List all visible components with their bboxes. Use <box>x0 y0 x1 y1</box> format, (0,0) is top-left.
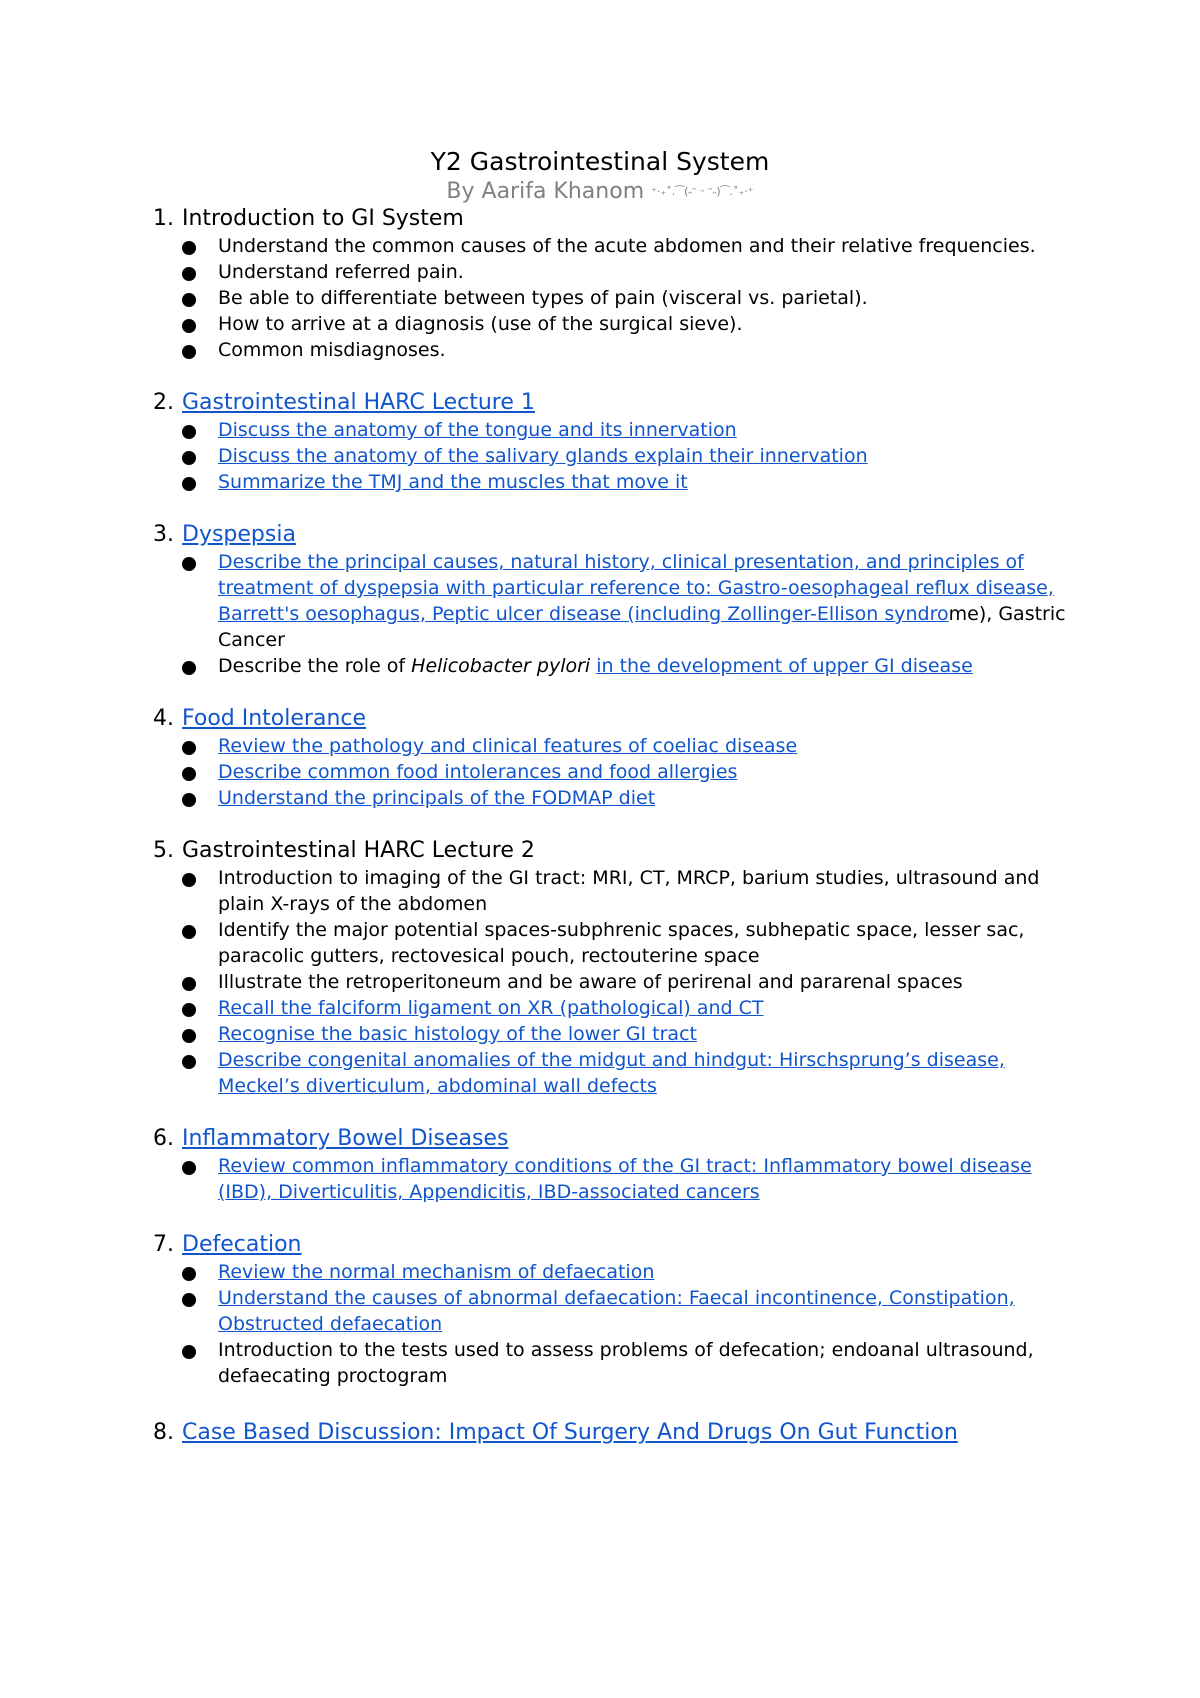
section-number: 2. <box>153 390 174 415</box>
bullet-link[interactable]: Recognise the basic histology of the lower GI tract <box>218 1023 697 1045</box>
bullet-icon <box>182 477 196 491</box>
section-heading-link[interactable]: Defecation <box>182 1232 302 1257</box>
bullet-icon <box>182 293 196 307</box>
bullet-text: Describe the role of <box>218 655 412 677</box>
section-heading-link[interactable]: Dyspepsia <box>182 522 296 547</box>
bullet-icon <box>182 767 196 781</box>
section-number: 4. <box>153 706 174 731</box>
list-item: Be able to differentiate between types of pain (visceral vs. parietal). <box>0 285 1200 311</box>
list-item: How to arrive at a diagnosis (use of the surgical sieve). <box>0 311 1200 337</box>
outline <box>0 205 1200 1447</box>
section-heading-link[interactable]: Case Based Discussion: Impact Of Surgery And Drugs On Gut Function <box>182 1420 958 1445</box>
list-item <box>0 1259 1200 1285</box>
bullet-icon <box>182 1293 196 1307</box>
bullet-link[interactable]: Review common inflammatory conditions of the GI tract: Inflammatory bowel disease (IBD), Diverticulitis, Appendicitis, IBD-associated cancers <box>218 1155 1032 1203</box>
section-6 <box>0 1125 1200 1205</box>
section-number: 7. <box>153 1232 174 1257</box>
bullet-link[interactable]: Describe congenital anomalies of the midgut and hindgut: Hirschsprung’s disease, Meckel’s diverticulum, abdominal wall defects <box>218 1049 1005 1097</box>
list-item <box>0 1047 1200 1099</box>
list-item: Introduction to imaging of the GI tract: MRI, CT, MRCP, barium studies, ultrasound and plain X-rays of the abdomen <box>0 865 1200 917</box>
list-item <box>0 549 1200 653</box>
section-number: 3. <box>153 522 174 547</box>
bullet-icon <box>182 241 196 255</box>
list-item <box>0 443 1200 469</box>
list-item: Introduction to the tests used to assess problems of defecation; endoanal ultrasound, defaecating proctogram <box>0 1337 1200 1389</box>
list-item: Identify the major potential spaces-subphrenic spaces, subhepatic space, lesser sac, paracolic gutters, rectovesical pouch, rectouterine space <box>0 917 1200 969</box>
bullet-icon <box>182 977 196 991</box>
section-heading-link[interactable]: Food Intolerance <box>182 706 367 731</box>
list-item: Understand referred pain. <box>0 259 1200 285</box>
bullet-icon <box>182 925 196 939</box>
author-byline <box>0 178 1200 206</box>
bullet-icon <box>182 425 196 439</box>
section-3 <box>0 521 1200 679</box>
page-title: Y2 Gastrointestinal System <box>430 147 770 176</box>
list-item <box>0 759 1200 785</box>
section-4 <box>0 705 1200 811</box>
list-item <box>0 1153 1200 1205</box>
section-5 <box>0 837 1200 1099</box>
section-heading-link[interactable]: Inflammatory Bowel Diseases <box>182 1126 509 1151</box>
bullet-link[interactable]: Summarize the TMJ and the muscles that move it <box>218 471 688 493</box>
section-heading: Gastrointestinal HARC Lecture 2 <box>182 838 535 863</box>
section-heading: Introduction to GI System <box>182 206 464 231</box>
bullet-icon <box>182 873 196 887</box>
list-item: Illustrate the retroperitoneum and be aware of perirenal and pararenal spaces <box>0 969 1200 995</box>
list-item: Common misdiagnoses. <box>0 337 1200 363</box>
bullet-link[interactable]: Discuss the anatomy of the tongue and its innervation <box>218 419 737 441</box>
list-item <box>0 785 1200 811</box>
bullet-icon <box>182 1055 196 1069</box>
list-item <box>0 1021 1200 1047</box>
list-item <box>0 995 1200 1021</box>
bullet-text: me), Gastric Cancer <box>218 603 1066 651</box>
bullet-icon <box>182 1345 196 1359</box>
bullet-link[interactable]: in the development of upper GI disease <box>596 655 973 677</box>
bullet-icon <box>182 451 196 465</box>
section-number: 5. <box>153 838 174 863</box>
list-item <box>0 469 1200 495</box>
section-number: 8. <box>153 1420 174 1445</box>
list-item <box>0 1285 1200 1337</box>
bullet-icon <box>182 1267 196 1281</box>
bullet-icon <box>182 741 196 755</box>
bullet-icon <box>182 1029 196 1043</box>
section-8 <box>0 1419 1200 1447</box>
author-name: By Aarifa Khanom <box>446 179 645 204</box>
bullet-link[interactable]: Review the pathology and clinical features of coeliac disease <box>218 735 798 757</box>
section-number: 6. <box>153 1126 174 1151</box>
bullet-icon <box>182 1161 196 1175</box>
bullet-link[interactable]: Describe the principal causes, natural history, clinical presentation, and principles of treatment of dyspepsia with particular reference to: Gastro-oesophageal reflux disease, Barrett's oesophagus, Peptic ulcer disease (including Zollinger-Ellison syndro <box>218 551 1054 625</box>
bullet-link[interactable]: Recall the falciform ligament on XR (pathological) and CT <box>218 997 764 1019</box>
bullet-link[interactable]: Understand the causes of abnormal defaecation: Faecal incontinence, Constipation, Obstructed defaecation <box>218 1287 1015 1335</box>
bullet-link[interactable]: Review the normal mechanism of defaecation <box>218 1261 655 1283</box>
bullet-icon <box>182 557 196 571</box>
section-heading-link[interactable]: Gastrointestinal HARC Lecture 1 <box>182 390 535 415</box>
section-number: 1. <box>153 206 174 231</box>
list-item: Understand the common causes of the acute abdomen and their relative frequencies. <box>0 233 1200 259</box>
bullet-link[interactable]: Understand the principals of the FODMAP diet <box>218 787 656 809</box>
list-item <box>0 733 1200 759</box>
bullet-link[interactable]: Describe common food intolerances and food allergies <box>218 761 738 783</box>
section-2 <box>0 389 1200 495</box>
bullet-icon <box>182 1003 196 1017</box>
list-item <box>0 653 1200 679</box>
bullet-icon <box>182 319 196 333</box>
bullet-icon <box>182 267 196 281</box>
section-1 <box>0 205 1200 363</box>
section-7 <box>0 1231 1200 1389</box>
bullet-icon <box>182 793 196 807</box>
list-item <box>0 417 1200 443</box>
bullet-icon <box>182 345 196 359</box>
author-decoration: ⁺‧₊˚.⁀(˶ᵔ ᵕ ᵔ˶)⁀.˚₊‧⁺ <box>651 185 754 198</box>
bullet-icon <box>182 661 196 675</box>
bullet-link[interactable]: Discuss the anatomy of the salivary glands explain their innervation <box>218 445 868 467</box>
species-name: Helicobacter pylori <box>411 655 591 677</box>
